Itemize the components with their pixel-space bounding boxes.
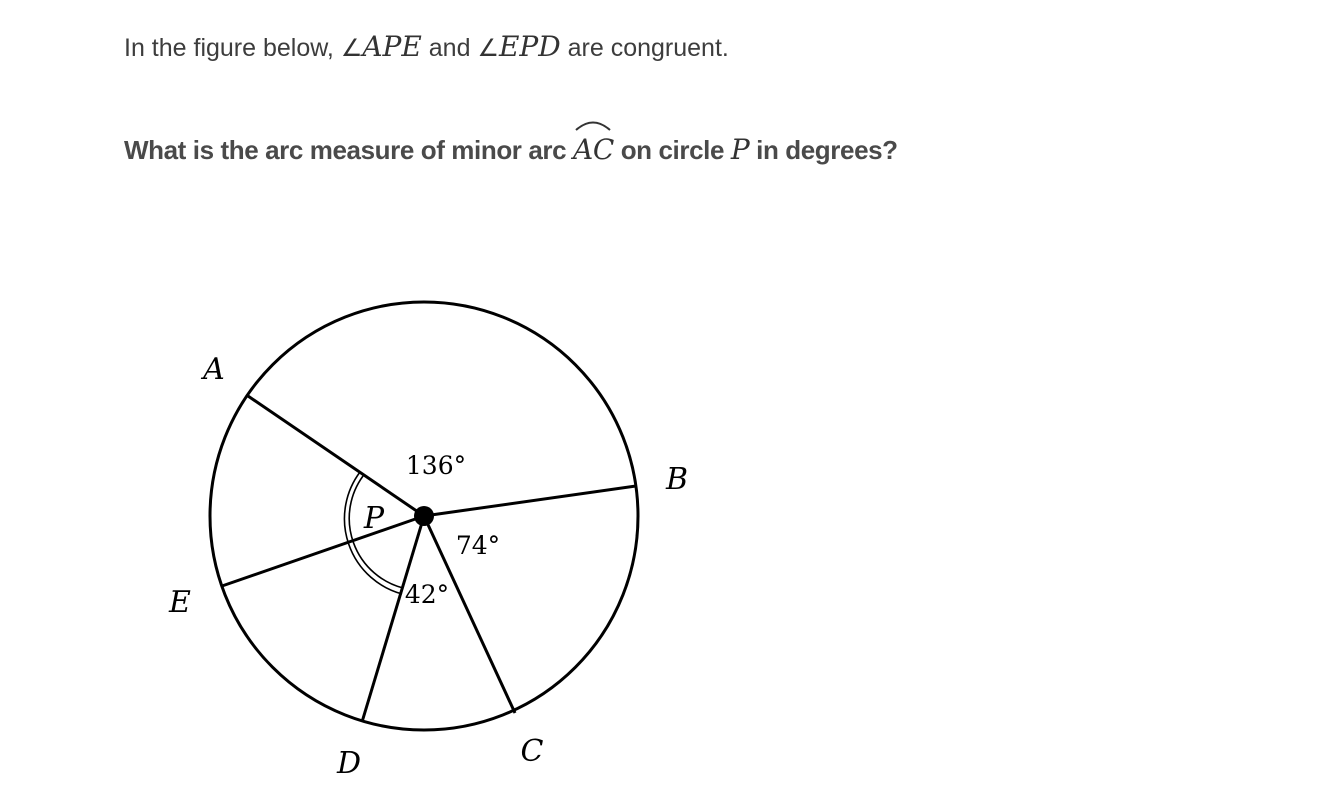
circle-name: P <box>730 133 750 166</box>
center-point <box>414 506 434 526</box>
angle-ape-name: APE <box>362 30 422 63</box>
label-d: D <box>336 746 362 781</box>
intro-middle: and <box>421 34 478 62</box>
angle-bpc-label: 74° <box>455 531 501 560</box>
intro-prefix: In the figure below, <box>124 34 341 62</box>
label-a: A <box>203 352 225 387</box>
radius-pb <box>424 486 636 516</box>
label-c: C <box>520 734 544 769</box>
radius-pe <box>222 516 424 586</box>
question-prefix: What is the arc measure of minor arc <box>124 135 574 165</box>
radius-pa <box>248 396 424 516</box>
angle-symbol: ∠ <box>477 34 499 62</box>
angle-epd-name: EPD <box>498 30 561 63</box>
radius-pd <box>362 516 424 722</box>
label-p: P <box>363 501 385 536</box>
arc-ac-name: AC <box>573 133 614 166</box>
question-suffix: in degrees? <box>749 135 898 165</box>
angle-symbol: ∠ <box>340 34 363 62</box>
label-b: B <box>665 462 689 497</box>
angle-cpd-label: 42° <box>404 580 450 609</box>
question-middle: on circle <box>613 135 731 165</box>
label-e: E <box>169 585 191 620</box>
intro-suffix: are congruent. <box>560 34 729 62</box>
angle-apb-label: 136° <box>405 451 467 480</box>
